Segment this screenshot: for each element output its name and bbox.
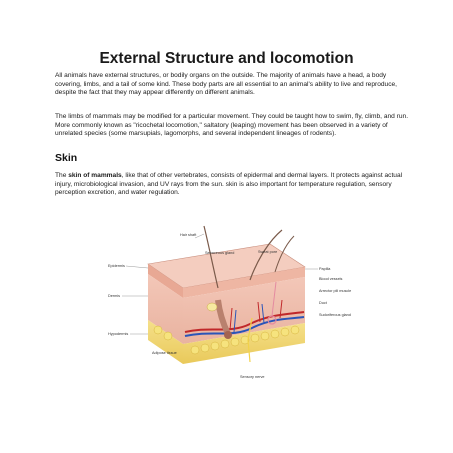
label-sensory-nerve: Sensory nerve (240, 375, 265, 379)
label-adipose-tissue: Adipose tissue (152, 351, 177, 355)
label-hypodermis: Hypodermis (108, 332, 129, 336)
label-sweat-pore: Sweat pore (258, 250, 278, 254)
skin-cross-section-illustration (100, 222, 380, 392)
skin-para-after: , like that of other vertebrates, consists of epidermal and dermal layers. It protects against actual injury, microbiological invasion, and UV rays from the sun. skin is also important for temperature regulation, sensory perception excretion, and water regulation. (55, 172, 403, 197)
label-sudoriferous-gland: Sudoriferous gland (319, 313, 351, 317)
skin-paragraph (55, 172, 410, 198)
skin-para-bold: skin of mammals (68, 172, 122, 179)
intro-paragraph: All animals have external structures, or bodily organs on the outside. The majority of animals have a head, a body covering, limbs, and a tail of some kind. These body parts are all essential to an animal's ability to live and reproduce, despite the fact that they may appear differently on different animals. (55, 72, 397, 97)
skin-para-before: The (55, 172, 69, 179)
label-blood-vessels: Blood vessels (319, 277, 343, 281)
limbs-paragraph: The limbs of mammals may be modified for a particular movement. They could be taught how to swim, fly, climb, and run. More commonly known as "ricochetal locomotion," saltatory (leaping) movement has been observed in a variety of unrelated species (some marsupials, lagomorphs, and several independent lineages of rodents). (55, 113, 409, 138)
page-title: External Structure and locomotion (99, 50, 354, 67)
label-epidermis: Epidermis (108, 264, 125, 268)
label-hair-shaft: Hair shaft (180, 233, 197, 237)
label-sebaceous-gland: Sebaceous gland (205, 251, 235, 255)
skin-block (148, 226, 305, 364)
skin-diagram (100, 222, 380, 392)
label-duct: Duct (319, 301, 327, 305)
label-dermis: Dermis (108, 294, 121, 298)
label-arrector-pili: Arrector pili muscle (319, 289, 352, 293)
skin-heading: Skin (55, 152, 78, 164)
label-papilla: Papilla (319, 267, 331, 271)
